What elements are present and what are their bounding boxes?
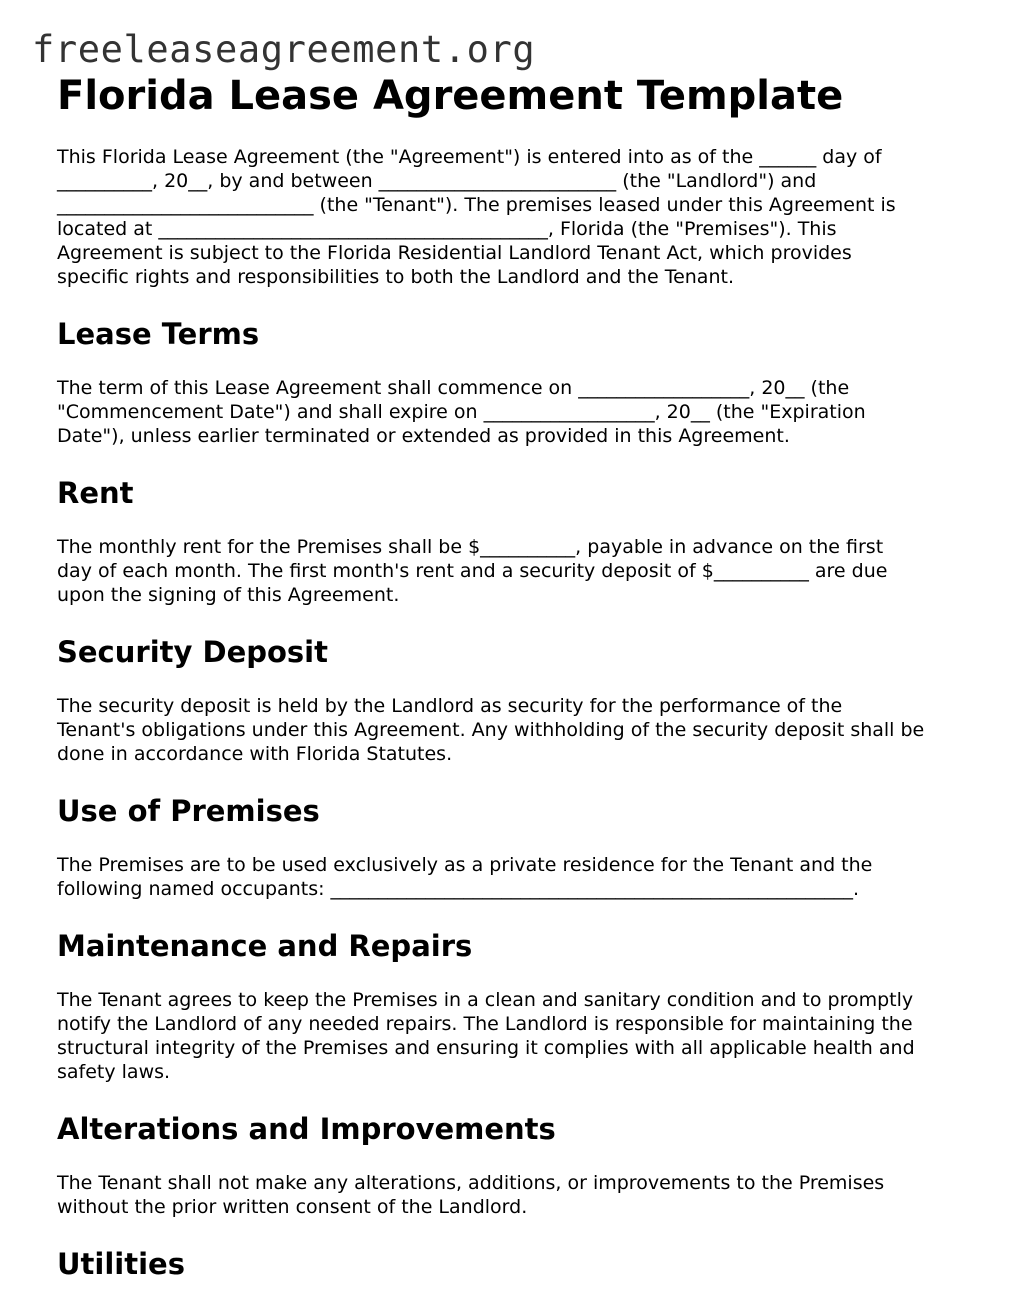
section-body: The Tenant agrees to keep the Premises in a clean and sanitary condition and to promptly notify the Landlord of any needed repairs. The Landlord is responsible for maintaining the structural integrity of the Premises and ensuring it complies with all applicable health and safety laws. <box>57 989 915 1083</box>
document-title: Florida Lease Agreement Template <box>57 73 844 119</box>
section-body: The Premises are to be used exclusively as a private residence for the Tenant and the following named occupants: _______________________________________________________. <box>57 854 873 900</box>
section-rent <box>57 475 967 607</box>
section-maintenance-and-repairs <box>57 928 967 1084</box>
section-body: The Tenant shall not make any alterations, additions, or improvements to the Premises without the prior written consent of the Landlord. <box>57 1172 885 1218</box>
section-use-of-premises <box>57 793 967 901</box>
section-heading: Maintenance and Repairs <box>57 929 473 963</box>
section-body: The security deposit is held by the Landlord as security for the performance of the Tenant's obligations under this Agreement. Any withholding of the security deposit shall be done in accordance with Florida Statutes. <box>57 695 925 765</box>
section-body: The term of this Lease Agreement shall commence on __________________, 20__ (the "Commencement Date") and shall expire on __________________, 20__ (the "Expiration Date"), unless earlier terminated or extended as provided in this Agreement. <box>57 377 866 447</box>
section-security-deposit <box>57 634 967 766</box>
section-heading: Alterations and Improvements <box>57 1112 556 1146</box>
section-heading: Lease Terms <box>57 317 260 351</box>
section-body: The monthly rent for the Premises shall be $__________, payable in advance on the first day of each month. The first month's rent and a security deposit of $__________ are due upon the signing of this Agreement. <box>57 536 888 606</box>
section-alterations-and-improvements <box>57 1111 967 1219</box>
section-lease-terms <box>57 316 967 448</box>
document-page <box>57 72 967 1282</box>
section-heading: Use of Premises <box>57 794 320 828</box>
section-heading: Utilities <box>57 1247 185 1281</box>
section-heading: Security Deposit <box>57 635 328 669</box>
watermark-site-name: freeleaseagreement.org <box>32 28 536 71</box>
section-utilities <box>57 1246 967 1282</box>
intro-paragraph: This Florida Lease Agreement (the "Agreement") is entered into as of the ______ day of __________, 20__, by and between _________________________ (the "Landlord") and ___________________________ (the "Tenant"). The premises leased under this Agreement is located at _________________________________________, Florida (the "Premises"). This Agreement is subject to the Florida Residential Landlord Tenant Act, which provides specific rights and responsibilities to both the Landlord and the Tenant. <box>57 146 896 288</box>
section-heading: Rent <box>57 476 134 510</box>
